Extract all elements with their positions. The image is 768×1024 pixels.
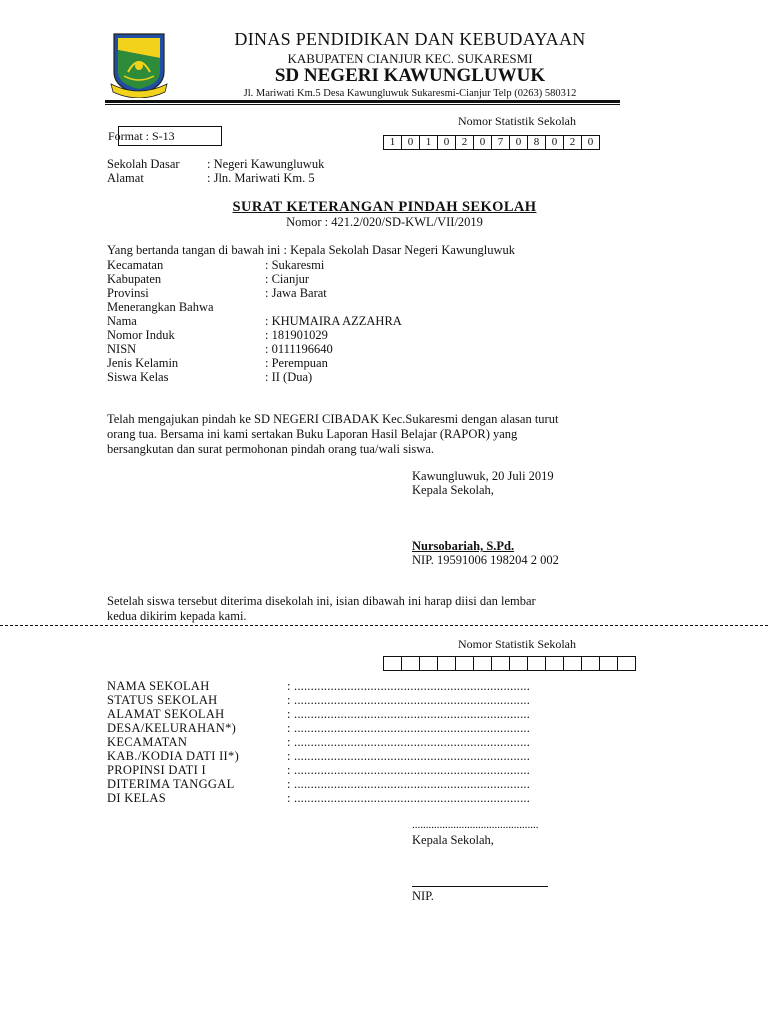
signer-nip: NIP. 19591006 198204 2 002	[412, 553, 559, 567]
nss-empty-cell[interactable]	[545, 656, 564, 671]
receiving-field-row	[107, 777, 530, 792]
receiving-field-row	[107, 749, 530, 764]
nss-digit: 0	[437, 135, 456, 150]
receiving-field-row	[107, 693, 530, 708]
note-line: kedua dikirim kepada kami.	[107, 609, 247, 623]
school-address-value: : Jln. Mariwati Km. 5	[207, 171, 315, 185]
regency-emblem-logo	[110, 32, 168, 98]
nss-empty-cell[interactable]	[581, 656, 600, 671]
header-address: Jl. Mariwati Km.5 Desa Kawungluwuk Sukaresmi-Cianjur Telp (0263) 580312	[243, 88, 577, 99]
nss-digit: 1	[383, 135, 402, 150]
body-line: Telah mengajukan pindah ke SD NEGERI CIBADAK Kec.Sukaresmi dengan alasan turut	[107, 412, 559, 426]
receiving-field-label: NAMA SEKOLAH	[107, 679, 210, 693]
receiving-field-label: KAB./KODIA DATI II*)	[107, 749, 240, 763]
school-type-row	[107, 157, 324, 172]
student-row	[107, 342, 333, 357]
nss-digit: 1	[419, 135, 438, 150]
nss-digit: 0	[509, 135, 528, 150]
nss-empty-cell[interactable]	[509, 656, 528, 671]
receiving-field-row	[107, 707, 530, 722]
student-label: Siswa Kelas	[107, 370, 169, 384]
receiving-field-label: DESA/KELURAHAN*)	[107, 721, 237, 735]
nss-digit: 0	[401, 135, 420, 150]
receiving-nip-label: NIP.	[412, 889, 434, 903]
nss-digit-grid	[384, 135, 600, 150]
cut-line-divider	[0, 625, 768, 626]
nss-digit: 0	[581, 135, 600, 150]
header-rule-thin	[105, 104, 620, 105]
nss-empty-cell[interactable]	[617, 656, 636, 671]
receiving-field-row	[107, 791, 530, 806]
receiving-field-row	[107, 679, 530, 694]
nss-empty-cell[interactable]	[473, 656, 492, 671]
receiving-field-label: DI KELAS	[107, 791, 166, 805]
student-label: Nomor Induk	[107, 328, 175, 342]
receiving-field-blank[interactable]: : .......................................................................	[287, 777, 531, 791]
nss-digit: 2	[455, 135, 474, 150]
nss-empty-cell[interactable]	[419, 656, 438, 671]
signer-name: Nursobariah, S.Pd.	[412, 539, 515, 553]
region-label: Provinsi	[107, 286, 149, 300]
receiving-field-blank[interactable]: : .......................................................................	[287, 749, 531, 763]
nss-empty-cell[interactable]	[563, 656, 582, 671]
receiving-nss-grid	[384, 656, 636, 671]
header-regency: KABUPATEN CIANJUR KEC. SUKARESMI	[287, 51, 533, 66]
school-type-label: Sekolah Dasar	[107, 157, 180, 171]
student-value: : 0111196640	[265, 342, 333, 356]
receiving-field-blank[interactable]: : .......................................................................	[287, 721, 531, 735]
receiving-field-label: ALAMAT SEKOLAH	[107, 707, 225, 721]
school-type-value: : Negeri Kawungluwuk	[207, 157, 325, 171]
nss-digit: 8	[527, 135, 546, 150]
student-row	[107, 314, 402, 329]
receiving-field-blank[interactable]: : .......................................................................	[287, 735, 531, 749]
intro-text: Yang bertanda tangan di bawah ini : Kepala Sekolah Dasar Negeri Kawungluwuk	[107, 243, 515, 257]
student-row	[107, 328, 328, 343]
receiving-field-label: STATUS SEKOLAH	[107, 693, 218, 707]
receiving-signature-line[interactable]	[412, 886, 548, 887]
nss-digit: 7	[491, 135, 510, 150]
student-row	[107, 356, 328, 371]
receiving-field-label: PROPINSI DATI I	[107, 763, 206, 777]
receiving-field-row	[107, 721, 530, 736]
receiving-field-row	[107, 763, 530, 778]
nss-digit: 0	[473, 135, 492, 150]
student-label: Jenis Kelamin	[107, 356, 179, 370]
place-date: Kawungluwuk, 20 Juli 2019	[412, 469, 554, 483]
signer-title: Kepala Sekolah,	[412, 483, 494, 497]
receiving-field-blank[interactable]: : .......................................................................	[287, 693, 531, 707]
region-value: : Sukaresmi	[265, 258, 325, 272]
body-line: orang tua. Bersama ini kami sertakan Buku Laporan Hasil Belajar (RAPOR) yang	[107, 427, 518, 441]
receiving-nss-label: Nomor Statistik Sekolah	[458, 637, 576, 651]
nss-empty-cell[interactable]	[491, 656, 510, 671]
nss-empty-cell[interactable]	[599, 656, 618, 671]
nss-empty-cell[interactable]	[527, 656, 546, 671]
receiving-field-row	[107, 735, 530, 750]
receiving-field-blank[interactable]: : .......................................................................	[287, 763, 531, 777]
student-value: : II (Dua)	[265, 370, 313, 384]
menerangkan-text: Menerangkan Bahwa	[107, 300, 214, 314]
receiving-field-label: DITERIMA TANGGAL	[107, 777, 235, 791]
student-label: Nama	[107, 314, 137, 328]
nss-label: Nomor Statistik Sekolah	[458, 114, 576, 128]
body-line: bersangkutan dan surat permohonan pindah orang tua/wali siswa.	[107, 442, 434, 456]
student-value: : Perempuan	[265, 356, 328, 370]
region-row	[107, 258, 324, 273]
header-rule-thick	[105, 100, 620, 103]
school-address-row	[107, 171, 315, 186]
nss-empty-cell[interactable]	[401, 656, 420, 671]
nss-empty-cell[interactable]	[383, 656, 402, 671]
receiving-field-blank[interactable]: : .......................................................................	[287, 791, 531, 805]
receiving-date-blank[interactable]: ..............................................	[412, 819, 539, 831]
receiving-field-blank[interactable]: : .......................................................................	[287, 707, 531, 721]
nss-digit: 0	[545, 135, 564, 150]
student-label: NISN	[107, 342, 137, 356]
region-label: Kecamatan	[107, 258, 164, 272]
student-name-value: : KHUMAIRA AZZAHRA	[265, 314, 402, 328]
region-value: : Jawa Barat	[265, 286, 327, 300]
header-agency: DINAS PENDIDIKAN DAN KEBUDAYAAN	[234, 29, 586, 49]
letter-number: Nomor : 421.2/020/SD-KWL/VII/2019	[286, 215, 483, 229]
region-value: : Cianjur	[265, 272, 310, 286]
letter-title: SURAT KETERANGAN PINDAH SEKOLAH	[232, 199, 537, 215]
receiving-field-blank[interactable]: : .......................................................................	[287, 679, 531, 693]
format-code: Format : S-13	[108, 129, 175, 143]
note-line: Setelah siswa tersebut diterima disekolah ini, isian dibawah ini harap diisi dan lembar	[107, 594, 536, 608]
nss-empty-cell[interactable]	[437, 656, 456, 671]
student-row	[107, 370, 312, 385]
nss-empty-cell[interactable]	[455, 656, 474, 671]
student-value: : 181901029	[265, 328, 328, 342]
region-row	[107, 286, 327, 301]
region-label: Kabupaten	[107, 272, 162, 286]
header-school-name: SD NEGERI KAWUNGLUWUK	[274, 65, 546, 86]
receiving-field-label: KECAMATAN	[107, 735, 188, 749]
receiving-signer-title: Kepala Sekolah,	[412, 833, 494, 847]
region-row	[107, 272, 309, 287]
school-address-label: Alamat	[107, 171, 144, 185]
nss-digit: 2	[563, 135, 582, 150]
